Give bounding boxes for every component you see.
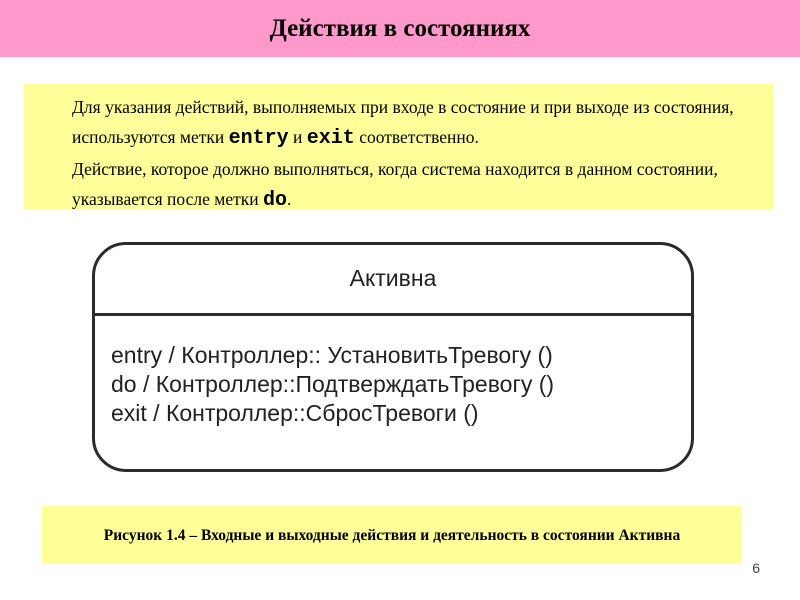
keyword-entry: entry [228,127,289,150]
keyword-do: do [262,189,287,212]
description-box [24,84,773,210]
state-action-exit: exit / Контроллер::СбросТревоги () [111,400,479,426]
state-divider [95,313,691,316]
state-actions [111,341,554,428]
state-action-do: do / Контроллер::ПодтверждатьТревогу () [111,371,555,397]
paragraph-entry-exit-text-1: Для указания действий, выполняемых при входе в состояние и при выходе из состояния, используются метки [72,97,734,147]
figure-caption: Рисунок 1.4 – Входные и выходные действия и деятельность в состоянии Активна [42,506,742,564]
paragraph-do [34,154,759,216]
paragraph-do-text-2: . [287,189,292,209]
slide-title: Действия в состояниях [269,14,531,42]
state-action-entry: entry / Контроллер:: УстановитьТревогу () [111,342,553,368]
state-diagram [92,242,694,472]
page-number: 6 [752,560,760,576]
paragraph-do-text-1: Действие, которое должно выполняться, когда система находится в данном состоянии, указывается после метки [72,159,718,209]
title-bar [0,0,800,57]
keyword-exit: exit [306,127,355,150]
paragraph-entry-exit [34,92,759,154]
paragraph-entry-exit-text-3: соответственно. [354,127,479,147]
paragraph-entry-exit-text-2: и [288,127,307,147]
state-name: Активна [349,264,437,291]
